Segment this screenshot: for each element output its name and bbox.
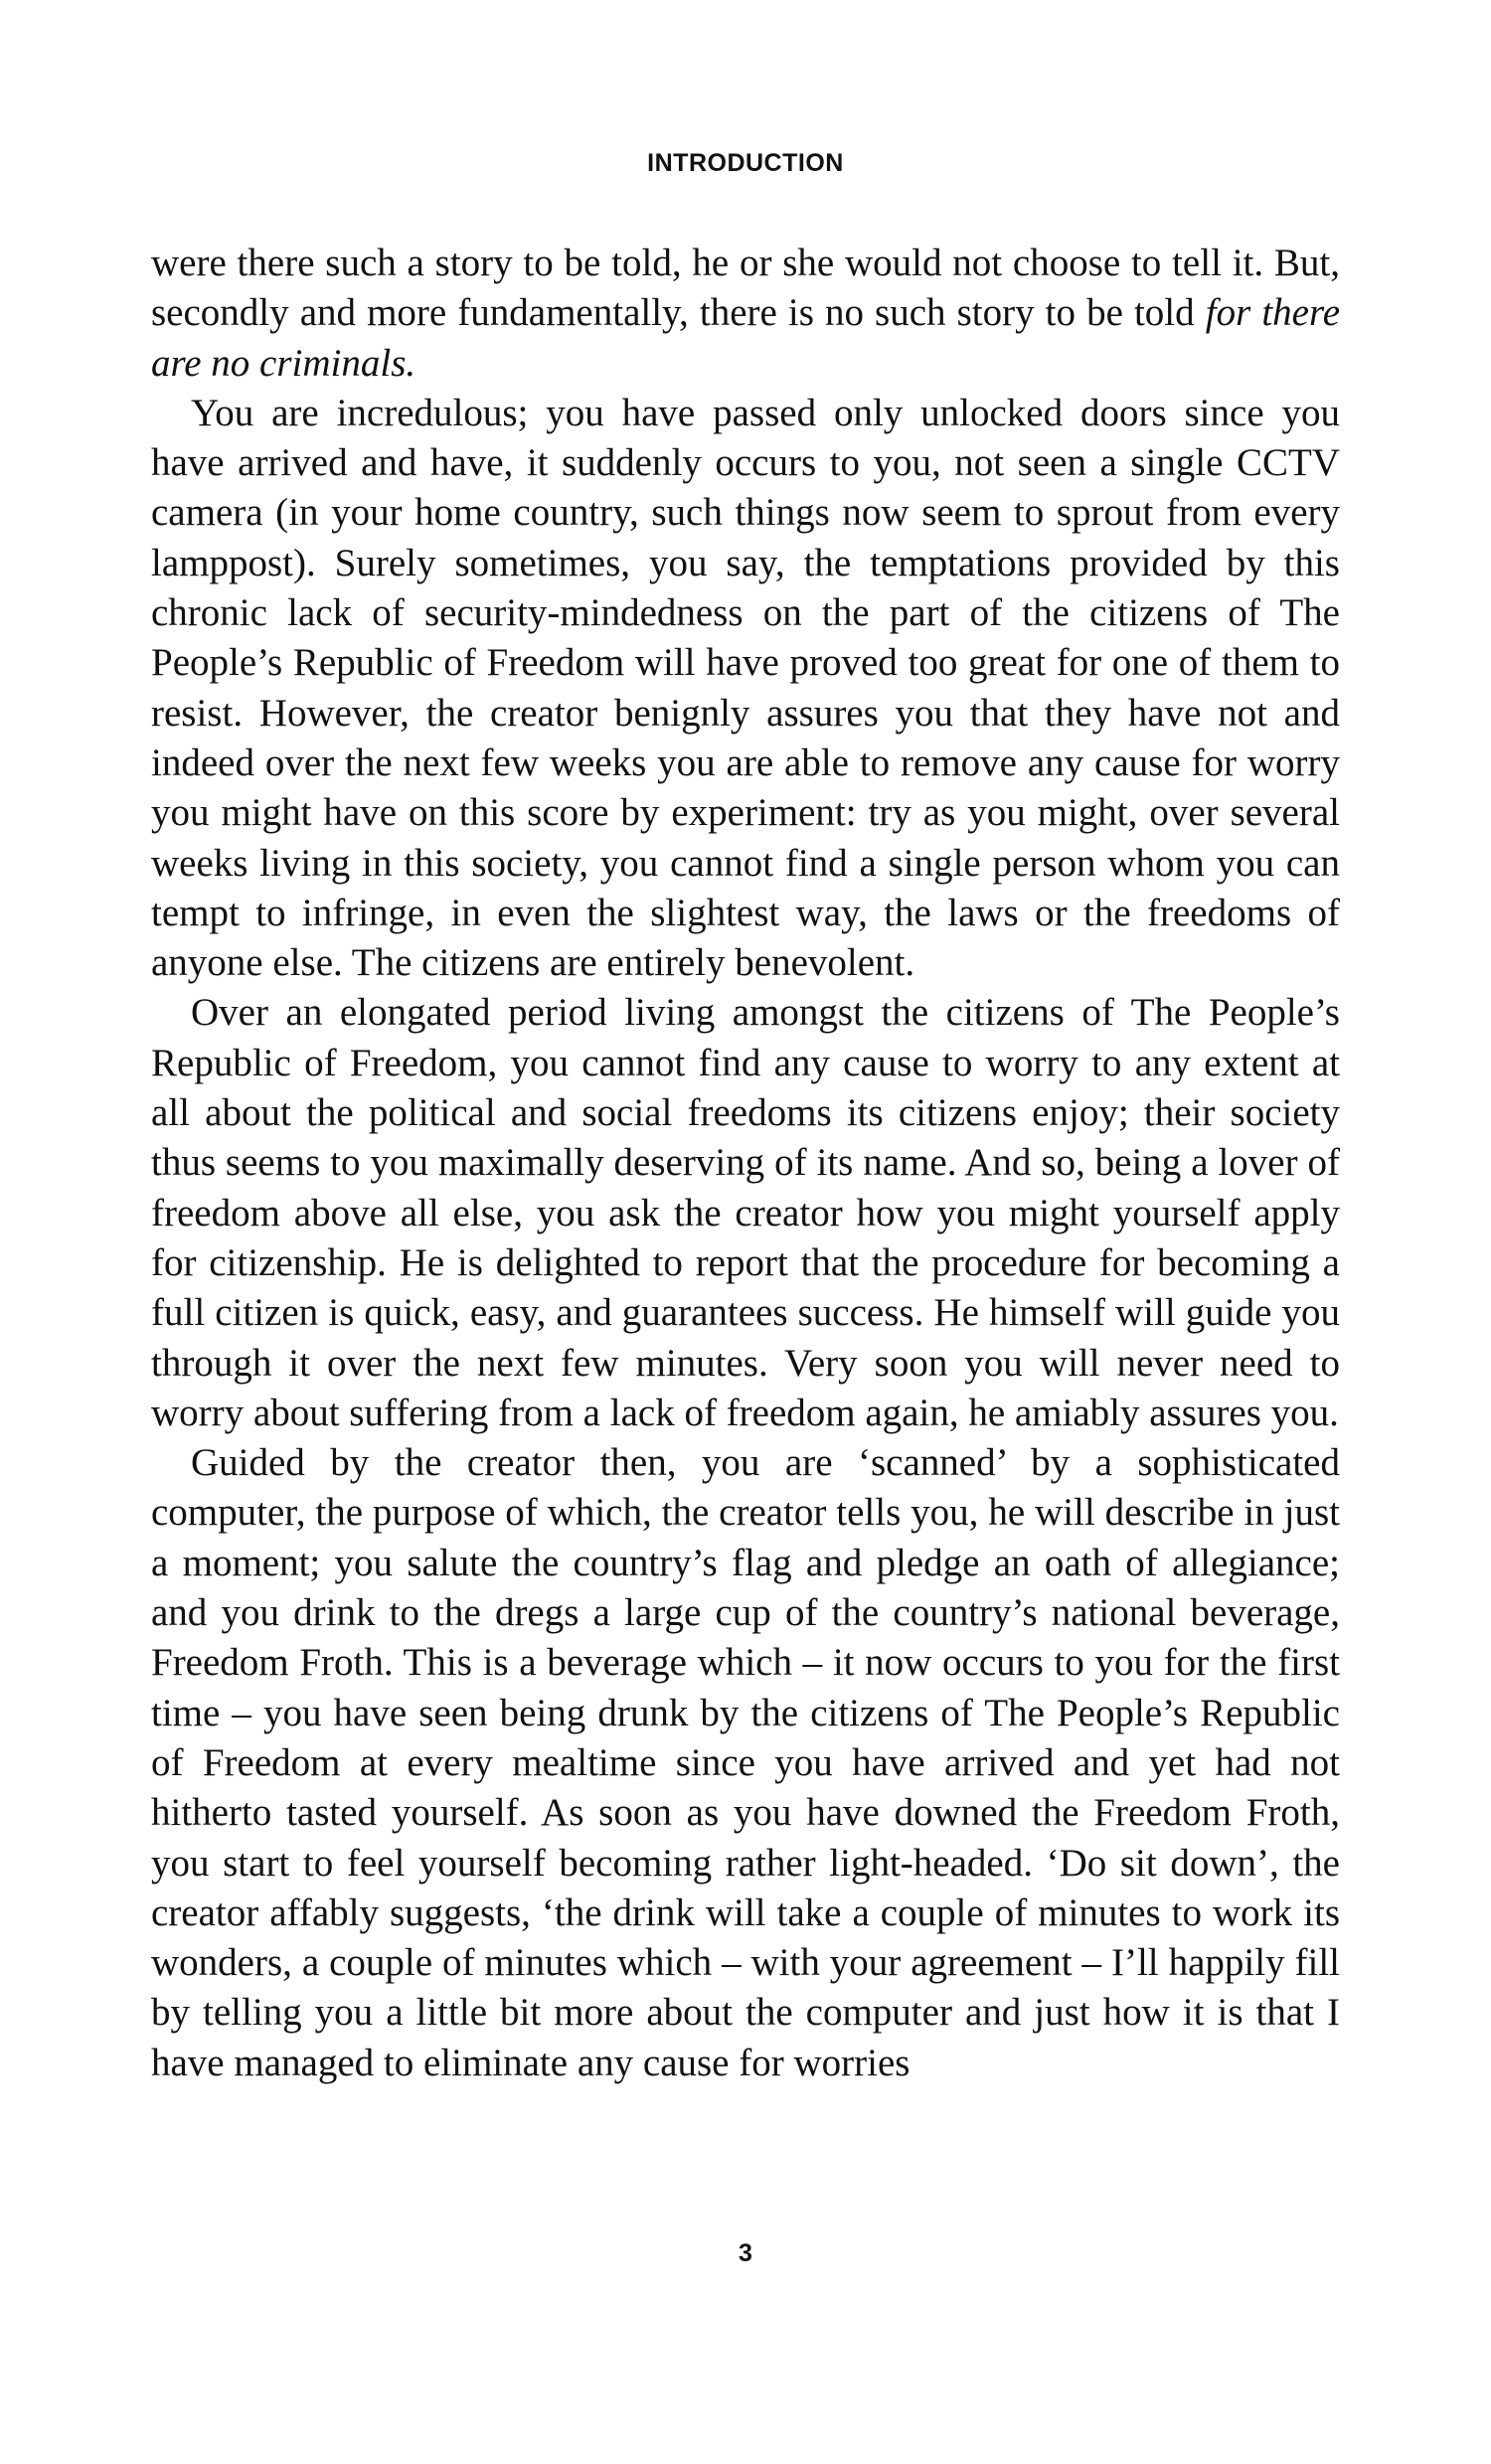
paragraph-1-text: were there such a story to be told, he or she would not choose to tell it. But, secondly and more fundamentally, there is no such story to be told: [151, 242, 1340, 335]
page-number: 3: [739, 2239, 752, 2267]
body-text: [151, 239, 1340, 2088]
paragraph-1: [151, 239, 1340, 389]
paragraph-3: Over an elongated period living amongst the citizens of The People’s Republic of Freedom, you cannot find any cause to worry to any extent at all about the political and social freedoms its citizens enjoy; their society thus seems to you maximally deserving of its name. And so, being a lover of freedom above all else, you ask the creator how you might yourself apply for citizenship. He is delighted to report that the procedure for becoming a full citizen is quick, easy, and guarantees success. He himself will guide you through it over the next few minutes. Very soon you will never need to worry about suffering from a lack of freedom again, he amiably assures you.: [151, 991, 1340, 1434]
paragraph-4: Guided by the creator then, you are ‘scanned’ by a sophisticated computer, the purpose of which, the creator tells you, he will describe in just a moment; you salute the country’s flag and pledge an oath of allegiance; and you drink to the dregs a large cup of the country’s national beverage, Freedom Froth. This is a beverage which – it now occurs to you for the first time – you have seen being drunk by the citizens of The People’s Republic of Freedom at every mealtime since you have arrived and yet had not hitherto tasted yourself. As soon as you have downed the Freedom Froth, you start to feel yourself becoming rather light-headed. ‘Do sit down’, the creator affably suggests, ‘the drink will take a couple of minutes to work its wonders, a couple of minutes which – with your agreement – I’ll happily fill by telling you a little bit more about the computer and just how it is that I have managed to eliminate any cause for worries: [151, 1441, 1340, 2084]
paragraph-1-italic: for there are no criminals.: [151, 291, 1341, 385]
paragraph-2: You are incredulous; you have passed only unlocked doors since you have arrived and have, it suddenly occurs to you, not seen a single CCTV camera (in your home country, such things now seem to sprout from every lamppost). Surely sometimes, you say, the temptations provided by this chronic lack of security-mindedness on the part of the citizens of The People’s Republic of Freedom will have proved too great for one of them to resist. However, the creator benignly assures you that they have not and indeed over the next few weeks you are able to remove any cause for worry you might have on this score by experiment: try as you might, over several weeks living in this society, you cannot find a single person whom you can tempt to infringe, in even the slightest way, the laws or the freedoms of anyone else. The citizens are entirely benevolent.: [151, 391, 1340, 985]
running-head: INTRODUCTION: [647, 149, 844, 177]
